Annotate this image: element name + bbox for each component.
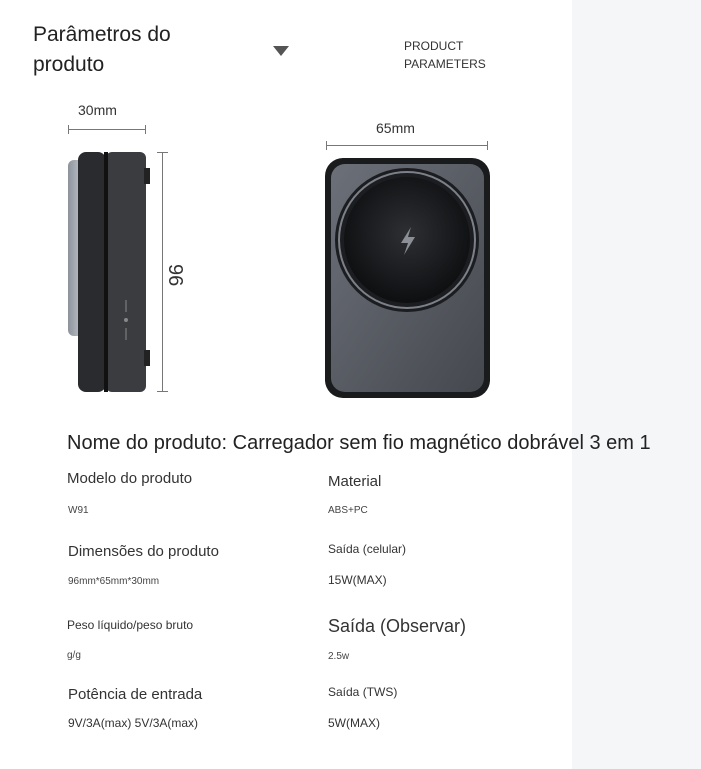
spec-label-tws-output: Saída (TWS) (328, 685, 398, 699)
product-name: Nome do produto: Carregador sem fio magnético dobrável 3 em 1 (67, 432, 651, 454)
thickness-dimension-label: 30mm (78, 102, 117, 118)
dimension-tick (157, 391, 168, 392)
spec-label-model: Modelo do produto (67, 470, 193, 487)
spec-value-size: 96mm*65mm*30mm (68, 576, 160, 587)
dimension-tick (157, 152, 168, 153)
section-title-en: PRODUCT PARAMETERS (404, 39, 486, 71)
thickness-dimension-line (68, 129, 146, 130)
section-title-pt: Parâmetros do produto (33, 23, 171, 76)
device-front-view (320, 155, 495, 400)
spec-label-phone-output: Saída (celular) (328, 542, 407, 556)
width-dimension-line (326, 145, 488, 146)
spec-label-size: Dimensões do produto (68, 543, 219, 560)
spec-value-material: ABS+PC (328, 505, 368, 516)
spec-label-watch-output: Saída (Observar) (328, 616, 467, 636)
spec-value-input: 9V/3A(max) 5V/3A(max) (68, 716, 199, 730)
spec-value-watch-output: 2.5w (328, 651, 350, 662)
spec-label-material: Material (328, 473, 382, 490)
spec-label-input: Potência de entrada (68, 686, 203, 703)
spec-value-model: W91 (68, 505, 89, 516)
dimension-tick (145, 125, 146, 134)
dimension-tick (326, 141, 327, 150)
spec-value-weight: g/g (67, 650, 81, 661)
width-dimension-label: 65mm (376, 120, 415, 136)
spec-value-phone-output: 15W(MAX) (328, 573, 387, 587)
dimension-tick (487, 141, 488, 150)
dimension-tick (68, 125, 69, 134)
spec-value-tws-output: 5W(MAX) (328, 716, 380, 730)
triangle-down-icon (273, 46, 289, 56)
spec-label-weight: Peso líquido/peso bruto (67, 618, 194, 632)
height-dimension-label: 96 (164, 264, 186, 287)
